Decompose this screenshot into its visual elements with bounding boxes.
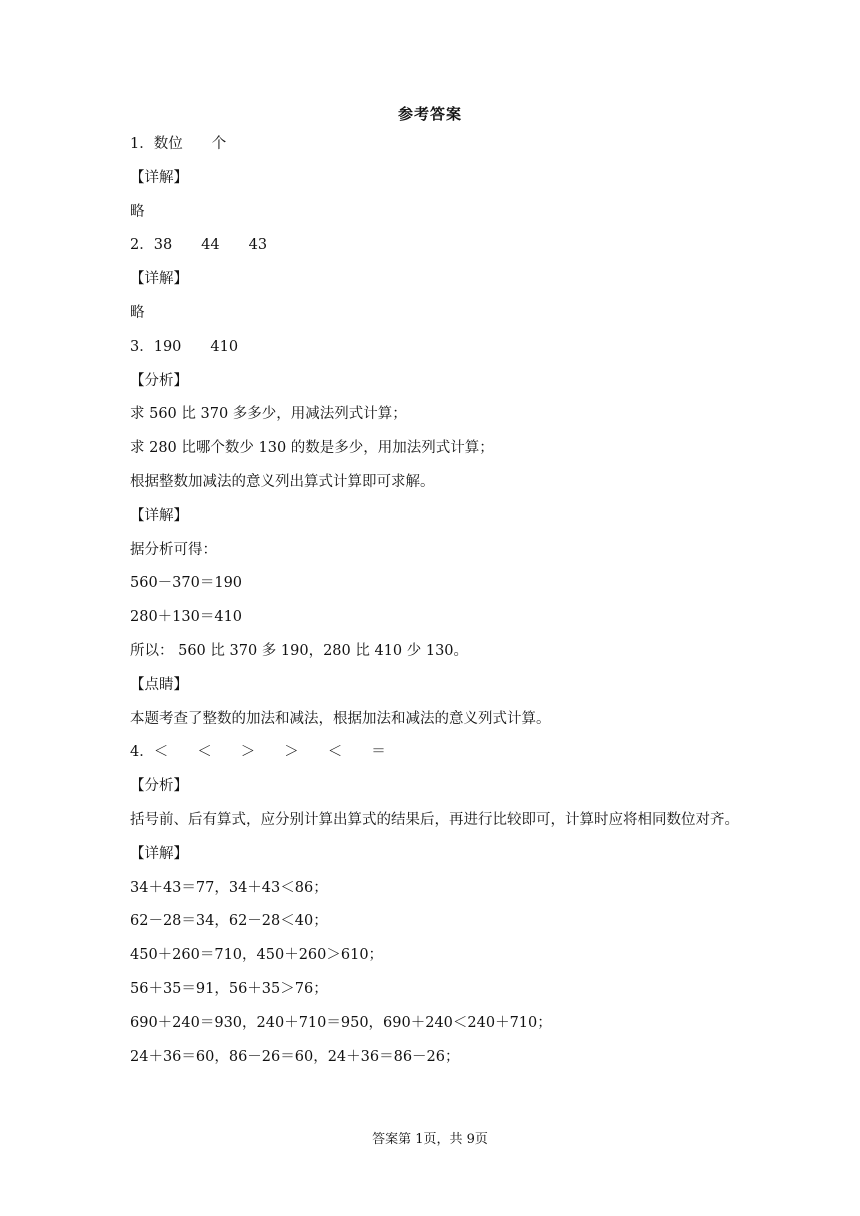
- answer-line: 4．＜ ＜ ＞ ＞ ＜ ＝: [130, 744, 386, 761]
- equation-line: 560－370＝190: [130, 575, 243, 592]
- equation-line: 450＋260＝710，450＋260＞610；: [130, 947, 384, 964]
- answer-paragraph: 括号前、后有算式，应分别计算出算式的结果后，再进行比较即可，计算时应将相同数位对齐。: [130, 811, 739, 828]
- answer-line: 根据整数加减法的意义列出算式计算即可求解。: [130, 473, 435, 490]
- equation-line: 34＋43＝77，34＋43＜86；: [130, 879, 328, 896]
- equation-line: 690＋240＝930，240＋710＝950，690＋240＜240＋710；: [130, 1014, 552, 1031]
- section-heading: 【详解】: [130, 169, 188, 186]
- equation-line: 56＋35＝91，56＋35＞76；: [130, 980, 328, 997]
- equation-line: 24＋36＝60，86－26＝60，24＋36＝86－26；: [130, 1048, 460, 1065]
- answer-line: 本题考查了整数的加法和减法，根据加法和减法的意义列式计算。: [130, 710, 551, 727]
- page-footer: 答案第 1页，共 9页: [372, 1132, 488, 1147]
- equation-line: 62－28＝34，62－28＜40；: [130, 913, 328, 930]
- equation-line: 280＋130＝410: [130, 609, 243, 626]
- answer-line: 略: [130, 304, 145, 321]
- answer-line: 求 280 比哪个数少 130 的数是多少，用加法列式计算；: [130, 440, 494, 457]
- page-title: 参考答案: [397, 105, 462, 123]
- section-heading: 【详解】: [130, 271, 188, 288]
- section-heading: 【分析】: [130, 778, 188, 795]
- answer-line: 求 560 比 370 多多少，用减法列式计算；: [130, 406, 407, 423]
- section-heading: 【点睛】: [130, 676, 188, 693]
- answer-line: 略: [130, 203, 145, 220]
- answer-content: [130, 128, 740, 1074]
- answer-line: 3．190 410: [130, 338, 239, 355]
- answer-line: 1．数位 个: [130, 136, 227, 152]
- answer-line: 2．38 44 43: [130, 237, 268, 254]
- section-heading: 【详解】: [130, 845, 188, 862]
- section-heading: 【分析】: [130, 372, 188, 389]
- section-heading: 【详解】: [130, 507, 188, 524]
- answer-line: 所以： 560 比 370 多 190，280 比 410 少 130。: [130, 642, 469, 659]
- answer-line: 据分析可得：: [130, 541, 217, 558]
